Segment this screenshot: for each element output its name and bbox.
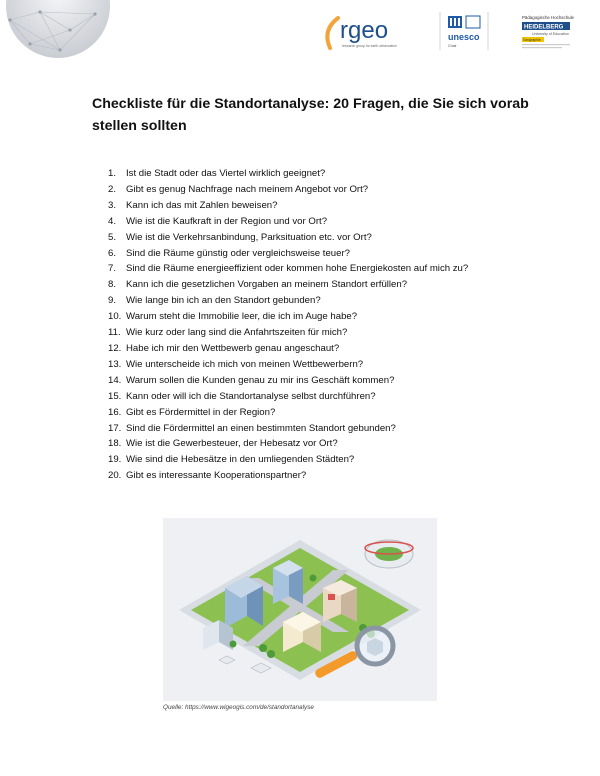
question-item <box>108 421 528 437</box>
rgeo-swoosh-icon <box>327 18 338 48</box>
question-number: 8. <box>108 279 117 291</box>
question-item <box>108 166 528 182</box>
question-number: 4. <box>108 215 117 227</box>
question-number: 12. <box>108 342 122 354</box>
question-item <box>108 357 528 373</box>
question-text: Gibt es genug Nachfrage nach meinem Angebot vor Ort? <box>126 183 369 195</box>
question-text: Sind die Räume günstig oder vergleichsweise teuer? <box>126 247 350 259</box>
question-text: Habe ich mir den Wettbewerb genau angeschaut? <box>126 342 340 354</box>
question-text: Wie unterscheide ich mich von meinen Wettbewerbern? <box>126 358 364 370</box>
unesco-chair-icon <box>466 16 480 28</box>
question-number: 5. <box>108 231 117 243</box>
question-item <box>108 309 528 325</box>
question-text: Kann ich die gesetzlichen Vorgaben an meinem Standort erfüllen? <box>126 279 408 291</box>
logo-group <box>260 0 600 60</box>
question-item <box>108 261 528 277</box>
question-item <box>108 341 528 357</box>
question-text: Kann ich das mit Zahlen beweisen? <box>126 199 278 211</box>
question-item <box>108 246 528 262</box>
logo-ph-dept: Geographie <box>523 38 541 42</box>
question-number: 18. <box>108 438 122 450</box>
logo-rgeo-tagline: research group for earth observation <box>342 44 397 48</box>
logo-ph-sub: University of Education <box>532 32 569 36</box>
question-text: Wie ist die Kaufkraft in der Region und vor Ort? <box>126 215 328 227</box>
header-logos <box>260 0 600 60</box>
question-number: 6. <box>108 247 117 259</box>
question-text: Sind die Räume energieeffizient oder kommen hohe Energiekosten auf mich zu? <box>126 263 469 275</box>
question-text: Sind die Fördermittel an einen bestimmten Standort gebunden? <box>126 422 396 434</box>
question-number: 14. <box>108 374 122 386</box>
question-item <box>108 277 528 293</box>
question-text: Wie sind die Hebesätze in den umliegenden Städten? <box>126 454 355 466</box>
question-text: Kann oder will ich die Standortanalyse selbst durchführen? <box>126 390 376 402</box>
question-number: 11. <box>108 327 121 339</box>
logo-ph-title: Pädagogische Hochschule <box>522 15 574 20</box>
question-item <box>108 293 528 309</box>
question-item <box>108 198 528 214</box>
question-number: 20. <box>108 470 122 482</box>
question-text: Warum steht die Immobilie leer, die ich im Auge habe? <box>126 311 358 323</box>
question-number: 10. <box>108 311 122 323</box>
question-number: 15. <box>108 390 122 402</box>
image-caption: Quelle: https://www.wigeogis.com/de/standortanalyse <box>163 704 314 711</box>
question-item <box>108 436 528 452</box>
logo-rgeo: rgeo <box>340 17 389 44</box>
question-item <box>108 182 528 198</box>
question-text: Wie ist die Gewerbesteuer, der Hebesatz vor Ort? <box>126 438 338 450</box>
logo-unesco-sub: Chair <box>448 44 457 48</box>
page-title: Checkliste für die Standortanalyse: 20 Fragen, die Sie sich vorab stellen sollten <box>92 96 529 134</box>
question-item <box>108 214 528 230</box>
question-item <box>108 373 528 389</box>
question-number: 16. <box>108 406 122 418</box>
question-item <box>108 452 528 468</box>
question-item <box>108 468 528 484</box>
question-text: Wie lange bin ich an den Standort gebunden? <box>126 295 321 307</box>
question-number: 3. <box>108 199 117 211</box>
question-number: 17. <box>108 422 122 434</box>
question-number: 2. <box>108 183 117 195</box>
question-text: Wie ist die Verkehrsanbindung, Parksituation etc. vor Ort? <box>126 231 372 243</box>
question-number: 9. <box>108 295 117 307</box>
stadium-icon <box>365 540 413 568</box>
question-text: Gibt es interessante Kooperationspartner? <box>126 470 307 482</box>
question-number: 7. <box>108 263 117 275</box>
question-text: Warum sollen die Kunden genau zu mir ins Geschäft kommen? <box>126 374 395 386</box>
question-text: Ist die Stadt oder das Viertel wirklich geeignet? <box>126 168 326 179</box>
logo-ph-city: HEIDELBERG <box>524 24 564 31</box>
question-item <box>108 325 528 341</box>
question-item <box>108 389 528 405</box>
city-illustration <box>163 518 437 701</box>
question-text: Gibt es Fördermittel in der Region? <box>126 406 276 418</box>
question-item <box>108 405 528 421</box>
question-number: 19. <box>108 454 122 466</box>
question-number: 1. <box>108 168 117 179</box>
logo-unesco: unesco <box>448 32 480 42</box>
question-text: Wie kurz oder lang sind die Anfahrtszeiten für mich? <box>126 327 348 339</box>
globe-network-graphic <box>0 0 112 64</box>
question-list <box>108 166 528 484</box>
question-item <box>108 230 528 246</box>
question-number: 13. <box>108 358 122 370</box>
